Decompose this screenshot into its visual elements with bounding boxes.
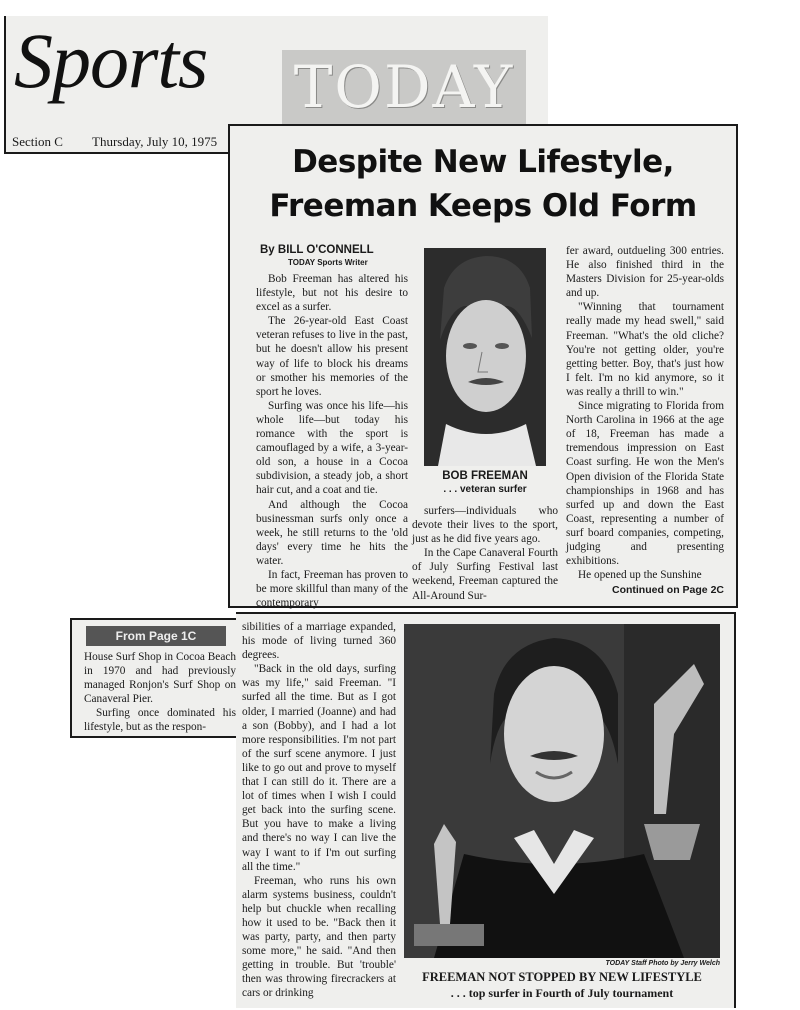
portrait-image <box>424 248 546 466</box>
trophy-photo-image <box>404 624 720 958</box>
byline: By BILL O'CONNELL <box>260 244 374 256</box>
photo-caption: FREEMAN NOT STOPPED BY NEW LIFESTYLE <box>422 970 702 984</box>
continuation-column-1 <box>84 650 236 735</box>
today-logo-box <box>282 50 526 126</box>
freeman-portrait-photo <box>424 248 546 466</box>
photo-caption-sub: . . . top surfer in Fourth of July tournament <box>450 986 674 1000</box>
main-article <box>228 124 738 608</box>
continuation-column-2 <box>242 620 396 1001</box>
photo-caption-name: BOB FREEMAN <box>442 470 528 482</box>
paragraph: In the Cape Canaveral Fourth of July Surfing Festival last weekend, Freeman captured the All-Around Sur- <box>412 547 558 602</box>
paragraph: Bob Freeman has altered his lifestyle, but not his desire to excel as a surfer. <box>256 273 408 314</box>
paragraph: sibilities of a marriage expanded, his mode of living turned 360 degrees. <box>242 621 396 662</box>
article-column-1 <box>256 272 408 610</box>
section-label: Section C <box>12 134 63 149</box>
headline <box>238 140 728 228</box>
continued-jump-line: Continued on Page 2C <box>611 584 724 597</box>
paragraph: Surfing once dominated his lifestyle, but as the respon- <box>84 707 236 734</box>
paragraph: fer award, outdueling 300 entries. He also finished third in the Masters Division for 25-year-olds and up. <box>566 245 724 300</box>
issue-date: Thursday, July 10, 1975 <box>92 134 218 149</box>
paragraph: House Surf Shop in Cocoa Beach in 1970 and had previously managed Ronjon's Surf Shop on Canaveral Pier. <box>84 651 236 706</box>
headline-line-2: Freeman Keeps Old Form <box>269 188 697 224</box>
sports-wordmark: Sports <box>14 17 208 104</box>
paragraph: "Back in the old days, surfing was my life," said Freeman. "I surfed all the time. But as I got older, I married (Joanne) and had a son (Bobby), and I had a lot more responsibilities. I'm not part of the surf scene anymore. I just like to go out and prove to myself that I can still do it. There are a lot of times when I wish I could get back into the surfing scene. But you have to make a living and there's no way I can live the way I want to if I'm out surfing all the time." <box>242 663 396 873</box>
paragraph: Surfing was once his life—his whole life—but today his romance with the sport is camouflaged by a wife, a 3-year-old son, a house in a Cocoa subdivision, a steady job, a short hair cut, and a coat and tie. <box>256 399 408 497</box>
headline-line-1: Despite New Lifestyle, <box>292 144 674 180</box>
article-column-3 <box>566 244 724 596</box>
continuation-main <box>236 612 736 1008</box>
byline-title: TODAY Sports Writer <box>288 258 368 267</box>
photo-credit: TODAY Staff Photo by Jerry Welch <box>605 960 720 967</box>
paragraph: The 26-year-old East Coast veteran refuses to live in the past, but he doesn't allow his present way of life to block his dreams or smother his memories of the sport he loves. <box>256 315 408 398</box>
from-page-tag: From Page 1C <box>86 626 226 646</box>
freeman-trophy-photo <box>404 624 720 958</box>
paragraph: In fact, Freeman has proven to be more skillful than many of the contemporary <box>256 568 408 610</box>
today-wordmark: TODAY <box>293 53 515 121</box>
paragraph: "Winning that tournament really made my head swell," said Freeman. "What's the old cliche? You're not getting older, you're getting better. Boy, that's just how I felt. I'm no kid anymore, so it was really a thrill to win." <box>566 301 724 398</box>
paragraph: Since migrating to Florida from North Carolina in 1966 at the age of 18, Freeman has made a tremendous impression on East Coast surfing. He won the Men's Open division of the Florida State championships in 1968 and has surfed up and down the East Coast, representing a number of surf board companies, competing, judging and presenting exhibitions. <box>566 400 724 568</box>
paragraph: And although the Cocoa businessman surfs only once a week, he still returns to the 'old days' every time he hits the water. <box>256 498 408 567</box>
photo-caption-sub: . . . veteran surfer <box>443 484 527 495</box>
continuation-left <box>70 618 238 738</box>
article-column-2 <box>412 504 558 603</box>
paragraph: surfers—individuals who devote their lives to the sport, just as he did five years ago. <box>412 505 558 546</box>
paragraph: He opened up the Sunshine <box>578 569 702 582</box>
paragraph: Freeman, who runs his own alarm systems business, couldn't help but chuckle when recalling how it used to be. "Back then it was party, party, and then party some more," he said. "And then getting in trouble. But 'trouble' then was throwing firecrackers at cars or drinking <box>242 874 396 1000</box>
